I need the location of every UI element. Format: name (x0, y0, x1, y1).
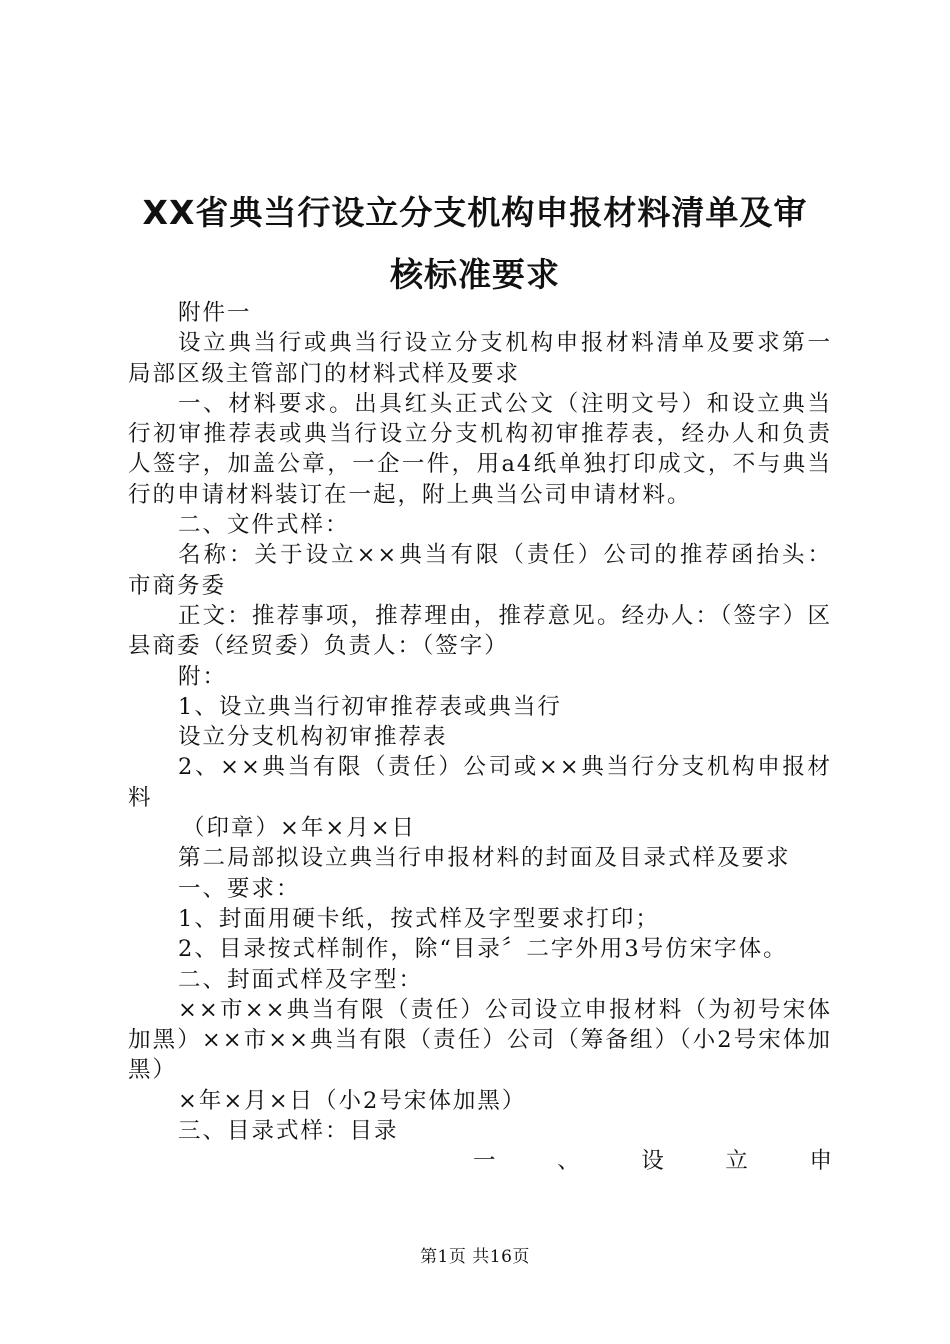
title-line-1: XX省典当行设立分支机构申报材料清单及审 (142, 193, 808, 232)
toc-char: 设 (641, 1148, 664, 1175)
paragraph: 设立分支机构初审推荐表 (178, 724, 448, 751)
toc-char: 立 (725, 1148, 748, 1175)
paragraph: 二、封面式样及字型： (178, 966, 424, 993)
paragraph: 三、目录式样：目录 (178, 1118, 399, 1145)
paragraph: 2、××典当有限（责任）公司或××典当行分支机构申报材料 (128, 754, 832, 811)
toc-char: 、 (557, 1148, 580, 1175)
paragraph: 正文：推荐事项，推荐理由，推荐意见。经办人：（签字）区县商委（经贸委）负责人：（签字） (128, 602, 832, 660)
title-line-2: 核标准要求 (390, 255, 560, 294)
toc-first-line (128, 1146, 832, 1176)
paragraph: 2、目录按式样制作，除“目录〞二字外用3号仿宋字体。 (178, 936, 788, 963)
toc-char: 一 (473, 1148, 496, 1175)
paragraph: 设立典当行或典当行设立分支机构申报材料清单及要求第一局部区级主管部门的材料式样及要求 (128, 330, 832, 387)
document-title (100, 182, 850, 306)
paragraph: 1、设立典当行初审推荐表或典当行 (178, 693, 562, 720)
paragraph: 名称：关于设立××典当有限（责任）公司的推荐函抬头：市商务委 (128, 542, 832, 599)
paragraph: 一、要求： (178, 875, 301, 902)
paragraph: 二、文件式样： (178, 512, 350, 539)
paragraph: 附： (178, 663, 228, 690)
paragraph: ××市××典当有限（责任）公司设立申报材料（为初号宋体加黑）××市××典当有限（责任）公司（筹备组）（小2号宋体加黑） (128, 996, 832, 1084)
paragraph-attachment: 附件一 (178, 300, 252, 326)
page-footer: 第1页 共16页 (420, 1247, 530, 1267)
paragraph: 第二局部拟设立典当行申报材料的封面及目录式样及要求 (178, 845, 791, 872)
toc-char: 申 (809, 1148, 832, 1175)
paragraph: 1、封面用硬卡纸，按式样及字型要求打印； (178, 905, 660, 932)
document-body (128, 298, 832, 1177)
paragraph: 一、材料要求。出具红头正式公文（注明文号）和设立典当行初审推荐表或典当行设立分支机构初审推荐表，经办人和负责人签字，加盖公章，一企一件，用a4纸单独打印成文，不与典当行的申请材料装订在一起，附上典当公司申请材料。 (128, 390, 832, 508)
paragraph-seal-date: （印章）×年×月×日 (182, 815, 417, 842)
paragraph: ×年×月×日（小2号宋体加黑） (178, 1087, 527, 1114)
